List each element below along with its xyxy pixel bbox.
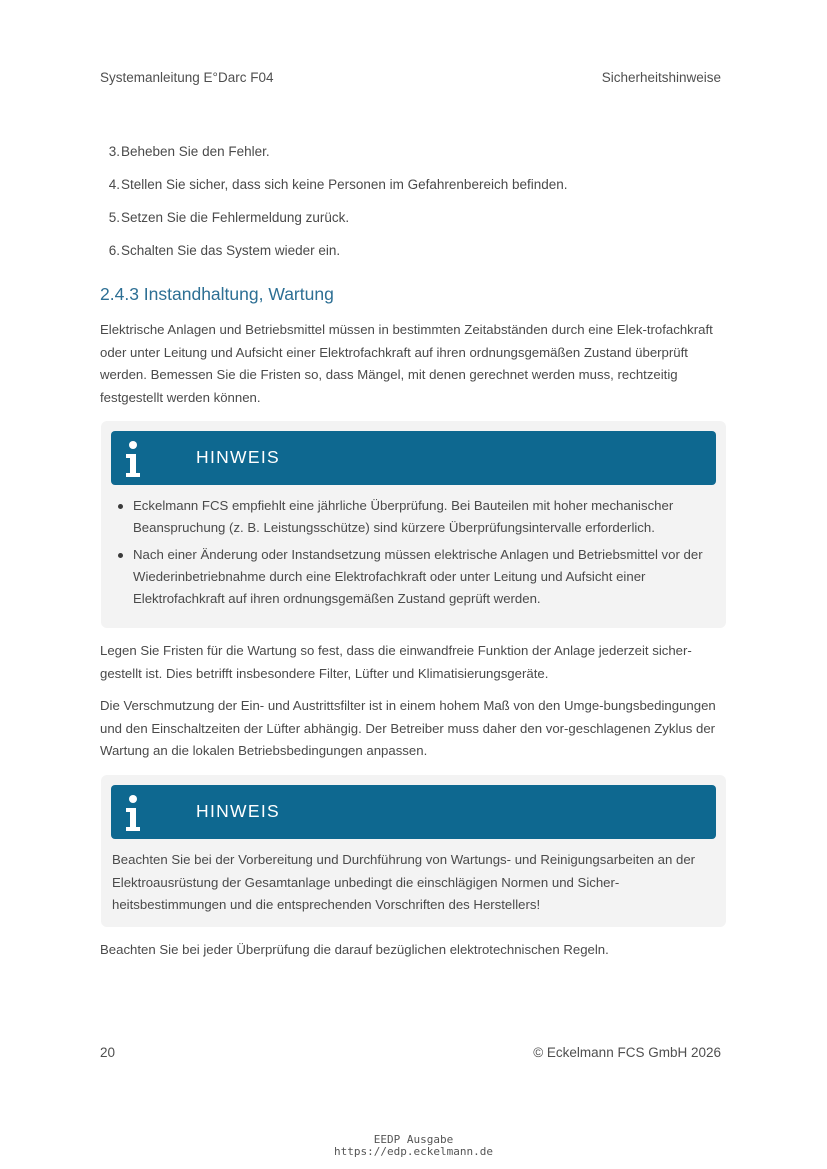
maintenance-paragraph: Legen Sie Fristen für die Wartung so fest, dass die einwandfreie Funktion der Anlage jederzeit sicher-gestellt ist. Dies betrifft insbesondere Filter, Lüfter und Klimatisierungsgeräte.	[100, 643, 692, 681]
notice-label: HINWEIS	[196, 801, 280, 821]
list-item	[100, 176, 722, 194]
step-number: 5.	[108, 210, 120, 225]
step-list	[100, 143, 722, 275]
notice-text: Beachten Sie bei der Vorbereitung und Durchführung von Wartungs- und Reinigungsarbeiten an der Elektroausrüstung der Gesamtanlage unbedingt die einschlägigen Normen und Sicher-heitsbestimmungen und die entsprechenden Vorschriften des Herstellers!	[112, 852, 696, 912]
step-text: Schalten Sie das System wieder ein.	[121, 243, 341, 258]
step-number: 3.	[108, 144, 120, 159]
filter-paragraph: Die Verschmutzung der Ein- und Austrittsfilter ist in einem hohem Maß von den Umge-bungsbedingungen und den Einschaltzeiten der Lüfter abhängig. Der Betreiber muss daher den vor-geschlagenen Zyklus der Wartung an die lokalen Betriebsbedingungen anpassen.	[100, 698, 716, 758]
notice-header	[111, 431, 716, 485]
notice-box	[101, 775, 726, 927]
step-text: Beheben Sie den Fehler.	[121, 144, 270, 159]
copyright-notice: © Eckelmann FCS GmbH 2026	[533, 1045, 721, 1060]
list-item: Nach einer Änderung oder Instandsetzung müssen elektrische Anlagen und Betriebsmittel vor der Wiederinbetriebnahme durch eine Elektrofachkraft oder unter Leitung und Aufsicht einer Elektrofachkraft auf ihren ordnungsgemäßen Zustand geprüft werden.	[116, 544, 708, 610]
step-number: 4.	[108, 177, 120, 192]
running-header-title: Systemanleitung E°Darc F04	[100, 70, 274, 85]
notice-bullet-list	[116, 495, 708, 615]
step-number: 6.	[108, 243, 120, 258]
watermark-line-1: EEDP Ausgabe	[373, 1133, 454, 1146]
list-item	[100, 143, 722, 161]
list-item	[100, 209, 722, 227]
page-number: 20	[100, 1045, 116, 1060]
intro-paragraph: Elektrische Anlagen und Betriebsmittel müssen in bestimmten Zeitabständen durch eine Elek-trofachkraft oder unter Leitung und Aufsicht einer Elektrofachkraft auf ihren ordnungsgemäßen Zustand überprüft werden. Bemessen Sie die Fristen so, dass Mängel, mit denen gerechnet werden muss, rechtzeitig festgestellt werden können.	[100, 322, 713, 405]
closing-paragraph: Beachten Sie bei jeder Überprüfung die darauf bezüglichen elektrotechnischen Regeln.	[100, 942, 609, 957]
notice-box	[101, 421, 726, 628]
notice-header	[111, 785, 716, 839]
running-header-section: Sicherheitshinweise	[601, 70, 721, 85]
step-text: Stellen Sie sicher, dass sich keine Personen im Gefahrenbereich befinden.	[121, 177, 568, 192]
notice-label: HINWEIS	[196, 447, 280, 467]
info-icon	[123, 440, 143, 478]
list-item	[100, 242, 722, 260]
info-icon	[123, 794, 143, 832]
list-item: Eckelmann FCS empfiehlt eine jährliche Überprüfung. Bei Bauteilen mit hoher mechanischer Beanspruchung (z. B. Leistungsschütze) sind kürzere Überprüfungsintervalle erforderlich.	[116, 495, 708, 539]
section-heading: 2.4.3 Instandhaltung, Wartung	[100, 284, 334, 304]
step-text: Setzen Sie die Fehlermeldung zurück.	[121, 210, 350, 225]
watermark-link[interactable]: https://edp.eckelmann.de	[334, 1145, 493, 1158]
